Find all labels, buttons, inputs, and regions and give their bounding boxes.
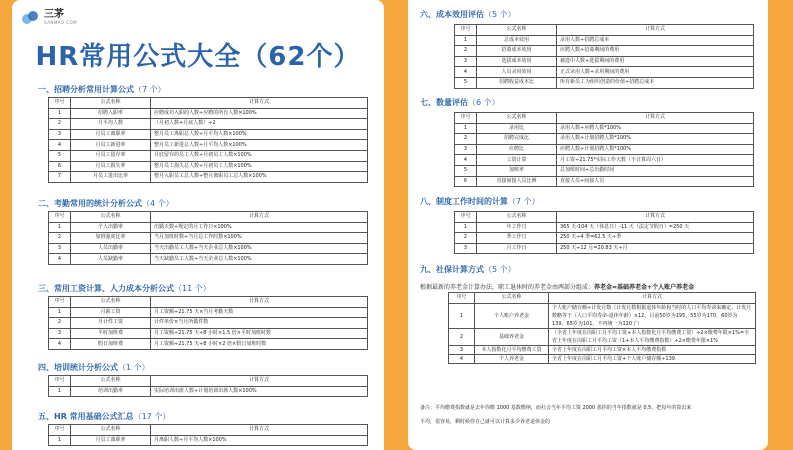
- cell-no: 3: [455, 243, 477, 254]
- cell-name: 人员缺勤率: [71, 254, 151, 265]
- cell-name: 月员工离职率: [71, 435, 151, 446]
- table-row: [49, 318, 368, 329]
- cell-formula: 应聘人数÷计划招聘人数*100%: [557, 144, 754, 155]
- cell-formula: 当天缺勤员工人数÷当天企业总人数×100%: [151, 254, 368, 265]
- section-title-text: 五、HR 常用基础公式汇总: [38, 412, 134, 421]
- cell-no: 2: [49, 233, 71, 244]
- cell-no: 4: [455, 155, 477, 166]
- cell-no: 4: [455, 67, 477, 78]
- section-title-text: 四、培训统计分析公式: [38, 363, 118, 372]
- cell-formula: 整月员工离职总人数÷月平均人数×100%: [151, 129, 368, 140]
- table-row: [455, 233, 754, 244]
- col-no: 序号: [449, 293, 475, 304]
- col-name: 公式名称: [71, 425, 151, 436]
- cell-name: 招聘入职率: [71, 108, 151, 119]
- cell-formula: 应聘人数÷招募期间的费用: [557, 46, 754, 57]
- col-no: 序号: [49, 98, 71, 109]
- cell-formula: 月离职人数÷月平均人数×100%: [151, 435, 368, 446]
- left-page: [12, 0, 384, 450]
- col-name: 公式名称: [477, 113, 557, 124]
- cell-formula: 被选中人数÷选拔期间的费用: [557, 56, 754, 67]
- cell-no: 1: [455, 35, 477, 46]
- section-title-text: 一、招聘分析常用计算公式: [38, 85, 134, 94]
- cell-no: 1: [49, 307, 71, 318]
- cell-no: 3: [449, 345, 475, 354]
- table-row: [455, 67, 754, 78]
- formula-table: [48, 375, 368, 397]
- formula-table: [454, 112, 754, 187]
- cell-no: 7: [49, 172, 71, 183]
- section-title-text: 三、常用工资计算、人力成本分析公式: [38, 284, 174, 293]
- cell-name: 应聘比: [477, 144, 557, 155]
- table-row: [449, 345, 756, 354]
- cell-name: 月员工损失率: [71, 161, 151, 172]
- page-title: HR常用公式大全（62个）: [35, 42, 361, 72]
- cell-formula: 365 天-104 天（休息日）-11 天（法定节假日）=250 天: [557, 222, 754, 233]
- formula-table: [454, 211, 754, 254]
- col-name: 公式名称: [71, 376, 151, 387]
- section-title: [38, 362, 150, 373]
- pension-intro: [420, 282, 694, 291]
- cell-name: 录用比: [477, 123, 557, 134]
- col-no: 序号: [49, 297, 71, 308]
- table-row: [49, 108, 368, 119]
- cell-name: 个人账户养老金: [475, 303, 549, 328]
- formula-table: [48, 296, 368, 350]
- cell-formula: 全省上年度在岗职工月平均工资+个人账户储存额÷139: [549, 354, 756, 363]
- section-title: [420, 97, 500, 108]
- cell-no: 2: [49, 318, 71, 329]
- col-name: 公式名称: [71, 297, 151, 308]
- table-row: [449, 303, 756, 328]
- table-row: [449, 354, 756, 363]
- cell-name: 培训出勤率: [71, 386, 151, 397]
- cell-no: 1: [49, 435, 71, 446]
- table-row: [49, 140, 368, 151]
- cell-name: 加班率: [477, 165, 557, 176]
- col-name: 公式名称: [71, 98, 151, 109]
- col-formula: 计算方式: [557, 25, 754, 36]
- formula-table: [48, 424, 368, 446]
- table-row: [49, 129, 368, 140]
- table-row: [455, 144, 754, 155]
- cell-name: 直接间接人员比例: [477, 176, 557, 187]
- section-title-text: 九、社保计算方式: [420, 265, 484, 274]
- footnote-line2: 平均，很容易，剩时候你自己就可以计算多少养老退休金的: [420, 419, 551, 425]
- col-no: 序号: [49, 376, 71, 387]
- section-title: [420, 264, 516, 275]
- cell-name: 月平均人数: [71, 119, 151, 130]
- table-row: [49, 222, 368, 233]
- cell-formula: 当月加班时数÷当月总工作时数×100%: [151, 233, 368, 244]
- cell-formula: 月工资额÷21.75 天÷8 小时×1.5 倍×平时加班时数: [151, 328, 368, 339]
- cell-name: 月员工离职率: [71, 129, 151, 140]
- cell-name: 个人出勤率: [71, 222, 151, 233]
- cell-name: 月薪工资: [71, 307, 151, 318]
- cell-formula: 录用人数÷计划招聘人数*100%: [557, 134, 754, 145]
- table-row: [455, 35, 754, 46]
- section-title-text: 二、考勤常用的统计分析公式: [38, 199, 142, 208]
- cell-no: 4: [49, 254, 71, 265]
- cell-formula: 全省上年度在岗职工月平均工资×本人平均缴费指数: [549, 345, 756, 354]
- cell-formula: 录用人数÷应聘人数*100%: [557, 123, 754, 134]
- col-no: 序号: [49, 212, 71, 223]
- section-count: （4 个）: [142, 199, 174, 208]
- table-row: [49, 172, 368, 183]
- pension-formula: 养老金=基础养老金+个人账户养老金: [594, 284, 695, 291]
- cell-formula: 月工资额÷21.75 天×当月考勤天数: [151, 307, 368, 318]
- cell-no: 3: [49, 129, 71, 140]
- table-row: [455, 46, 754, 57]
- formula-table: [48, 97, 368, 183]
- section-title-text: 六、成本效用评估: [420, 10, 484, 19]
- section-title-text: 八、制度工作时间的计算: [420, 197, 508, 206]
- cell-name: 本人指数化月平均缴费工资: [475, 345, 549, 354]
- cell-formula: 整月员工新进总人数÷月平均人数×100%: [151, 140, 368, 151]
- cell-formula: 整月入职员工总人数÷整月离职员工总人数×100%: [151, 172, 368, 183]
- col-no: 序号: [49, 425, 71, 436]
- section-count: （6 个）: [468, 98, 500, 107]
- cell-no: 4: [449, 354, 475, 363]
- cell-formula: 250 天÷12 月=20.83 天÷月: [557, 243, 754, 254]
- cell-name: 月员工进出比率: [71, 172, 151, 183]
- col-formula: 计算方式: [151, 212, 368, 223]
- section-title: [38, 283, 211, 294]
- cell-formula: 直接人员÷间接人员: [557, 176, 754, 187]
- col-no: 序号: [455, 25, 477, 36]
- formula-table: [48, 211, 368, 265]
- table-row: [455, 243, 754, 254]
- pension-table: [448, 292, 756, 364]
- table-row: [49, 435, 368, 446]
- table-row: [49, 328, 368, 339]
- table-row: [49, 233, 368, 244]
- logo: [22, 10, 77, 25]
- cell-formula: 应聘成功入职的人数÷应聘的所有人数×100%: [151, 108, 368, 119]
- cell-formula: 录用人数÷招聘总成本: [557, 35, 754, 46]
- table-row: [49, 161, 368, 172]
- cell-formula: 月工资÷21.75*实际工作天数（不计算周六日）: [557, 155, 754, 166]
- cell-no: 3: [49, 328, 71, 339]
- section-count: （1 个）: [118, 363, 150, 372]
- cell-name: 月员工留存率: [71, 150, 151, 161]
- col-formula: 计算方式: [557, 113, 754, 124]
- cell-no: 5: [49, 150, 71, 161]
- cell-formula: 所有新员工为组织创造的价值÷招聘总成本: [557, 77, 754, 88]
- formula-table: [454, 24, 754, 89]
- col-name: 公式名称: [477, 25, 557, 36]
- cell-no: 6: [49, 161, 71, 172]
- cell-no: 1: [455, 222, 477, 233]
- cell-name: 加班强度比率: [71, 233, 151, 244]
- col-formula: 计算方式: [151, 376, 368, 387]
- cell-name: 假日加班费: [71, 339, 151, 350]
- cell-formula: 实际培训出席人数÷计划培训出席人数×100%: [151, 386, 368, 397]
- section-title: [38, 411, 170, 422]
- table-row: [49, 307, 368, 318]
- cell-no: 4: [49, 339, 71, 350]
- cell-no: 2: [449, 328, 475, 345]
- logo-icon: [22, 11, 40, 25]
- table-row: [455, 165, 754, 176]
- cell-formula: 正式录用人数÷录用期间的费用: [557, 67, 754, 78]
- cell-formula: 出勤天数÷规定的月工作日×100%: [151, 222, 368, 233]
- section-count: （17 个）: [133, 412, 171, 421]
- right-page: [408, 0, 768, 450]
- col-name: 公式名称: [71, 212, 151, 223]
- col-no: 序号: [455, 212, 477, 223]
- col-name: 公式名称: [477, 212, 557, 223]
- logo-name: 三茅: [44, 9, 64, 20]
- col-formula: 计算方式: [151, 297, 368, 308]
- cell-no: 1: [449, 303, 475, 328]
- col-formula: 计算方式: [151, 425, 368, 436]
- col-formula: 计算方式: [557, 212, 754, 223]
- cell-no: 3: [49, 243, 71, 254]
- cell-no: 2: [455, 233, 477, 244]
- col-formula: 计算方式: [151, 98, 368, 109]
- section-count: （5 个）: [484, 10, 516, 19]
- table-row: [455, 155, 754, 166]
- section-count: （7 个）: [508, 197, 540, 206]
- table-row: [455, 56, 754, 67]
- section-count: （7 个）: [134, 85, 166, 94]
- cell-formula: 月工资额÷21.75 天÷8 小时×2 倍×假日加班时数: [151, 339, 368, 350]
- cell-name: 招聘收益成本比: [477, 77, 557, 88]
- table-row: [455, 222, 754, 233]
- cell-no: 5: [455, 165, 477, 176]
- table-row: [49, 119, 368, 130]
- cell-name: 季工作日: [477, 233, 557, 244]
- cell-no: 1: [49, 222, 71, 233]
- cell-name: 基础养老金: [475, 328, 549, 345]
- cell-name: 总成本效用: [477, 35, 557, 46]
- col-name: 公式名称: [475, 293, 549, 304]
- cell-no: 3: [455, 56, 477, 67]
- col-no: 序号: [455, 113, 477, 124]
- cell-formula: 个人账户储存额÷计发月数（计发月数根据退休年龄和当时的人口平均寿命来确定。计发月数略等于（人口平均寿命-退休年龄）×12。目前50岁为195，55岁为170，60岁为139，65岁为101。不再统一为120了）: [549, 303, 756, 328]
- cell-no: 1: [455, 123, 477, 134]
- table-row: [455, 123, 754, 134]
- section-count: （11 个）: [174, 284, 211, 293]
- cell-formula: 月底留存的员工人数÷月初员工人数×100%: [151, 150, 368, 161]
- cell-name: 个人养老金: [475, 354, 549, 363]
- cell-name: 月计件工资: [71, 318, 151, 329]
- cell-formula: 整月员工损失总人数÷月初员工人数×100%: [151, 161, 368, 172]
- table-row: [455, 134, 754, 145]
- section-title: [420, 9, 516, 20]
- cell-formula: 250 天÷4 季=62.5 天÷季: [557, 233, 754, 244]
- col-formula: 计算方式: [549, 293, 756, 304]
- cell-no: 2: [49, 119, 71, 130]
- table-row: [49, 254, 368, 265]
- cell-formula: 总加班时间÷总出勤时间: [557, 165, 754, 176]
- cell-name: 招聘完成比: [477, 134, 557, 145]
- cell-name: 人员录用效用: [477, 67, 557, 78]
- table-row: [49, 243, 368, 254]
- cell-name: 招募成本效用: [477, 46, 557, 57]
- cell-no: 2: [455, 46, 477, 57]
- section-title-text: 七、数量评估: [420, 98, 468, 107]
- cell-name: 人员出勤率: [71, 243, 151, 254]
- cell-name: 月员工新进率: [71, 140, 151, 151]
- cell-formula: （月初人数+月底人数）÷2: [151, 119, 368, 130]
- table-row: [455, 176, 754, 187]
- cell-name: 选拔成本效用: [477, 56, 557, 67]
- section-title: [38, 198, 174, 209]
- logo-sub: SANMAO.COM: [44, 20, 78, 25]
- cell-no: 2: [455, 134, 477, 145]
- section-title: [420, 196, 540, 207]
- cell-no: 5: [455, 77, 477, 88]
- cell-formula: （全省上年度在岗职工月平均工资+本人指数化月平均缴费工资）÷2×缴费年限×1%=全省上年度在岗职工月平均工资（1+本人平均缴费指数）÷2×缴费年限×1%: [549, 328, 756, 345]
- table-row: [449, 328, 756, 345]
- table-row: [49, 150, 368, 161]
- table-row: [455, 77, 754, 88]
- pension-intro-text: 根据最新的养老金计算办法，职工退休时的养老金由两部分组成：: [420, 284, 595, 291]
- cell-no: 1: [49, 108, 71, 119]
- cell-name: 平时加班费: [71, 328, 151, 339]
- section-count: （5 个）: [484, 265, 516, 274]
- cell-no: 3: [455, 144, 477, 155]
- cell-formula: 计件单价×当月所做件数: [151, 318, 368, 329]
- cell-name: 年工作日: [477, 222, 557, 233]
- cell-name: 月工作日: [477, 243, 557, 254]
- cell-no: 1: [49, 386, 71, 397]
- cell-name: 工资计算: [477, 155, 557, 166]
- cell-formula: 当天出勤员工人数÷当天企业总人数×100%: [151, 243, 368, 254]
- cell-no: 6: [455, 176, 477, 187]
- section-title: [38, 84, 166, 95]
- table-row: [49, 339, 368, 350]
- cell-no: 4: [49, 140, 71, 151]
- footnote-line1: 备注：平均缴费指数就是去年你缴 1000 基数缴纳，而社会当年平均工资 2000 那你的当年指数就是 0.5，把每年的算出来: [420, 405, 692, 411]
- table-row: [49, 386, 368, 397]
